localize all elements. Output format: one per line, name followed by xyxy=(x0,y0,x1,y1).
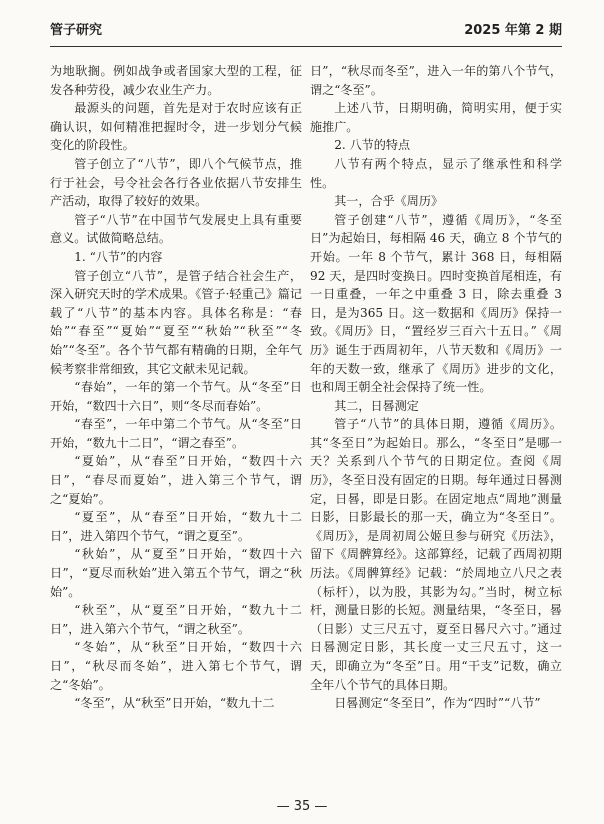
paragraph: “秋至”，从“夏至”日开始，“数九十二日”，进入第六个节气，“谓之秋至”。 xyxy=(50,603,302,636)
paragraph: “夏至”，从“春至”日开始，“数九十二日”，进入第四个节气，“谓之夏至”。 xyxy=(50,510,302,543)
paragraph: 日晷测定“冬至日”，作为“四时”“八节” xyxy=(334,696,541,711)
paragraph: 管子创立“八节”，是管子结合社会生产，深入研究天时的学术成果。《管子·轻重己》篇记载了“八节”的基本内容。具体名称是：“春始”“春至”“夏始”“夏至”“秋始”“秋至”“冬始”“冬至”。各个节气都有精确的日期，全年气候考察非常细致，其它文献未见记载。 xyxy=(50,268,302,376)
paragraph: 其一，合乎《周历》 xyxy=(334,194,444,209)
right-column xyxy=(310,62,562,792)
issue-label: 2025 年第 2 期 xyxy=(464,23,562,38)
paragraph: “冬至”，从“秋至”日开始，“数九十二 xyxy=(74,696,275,711)
paragraph: 管子“八节”在中国节气发展史上具有重要意义。试做简略总结。 xyxy=(50,212,302,246)
left-column xyxy=(50,62,302,792)
paragraph: 最源头的问题，首先是对于农时应该有正确认识，如何精准把握时令，进一步划分气候变化的阶段性。 xyxy=(50,101,302,153)
paragraph: 为地耿搁。例如战争或者国家大型的工程，征发各种劳役，减少农业生产力。 xyxy=(50,64,302,97)
journal-title: 管子研究 xyxy=(50,23,103,38)
paragraph: “秋始”，从“夏至”日开始，“数四十六日”，“夏尽而秋始”进入第五个节气，谓之“秋始”。 xyxy=(50,547,302,599)
paragraph: 1. “八节”的内容 xyxy=(74,249,163,264)
paragraph: 管子创立了“八节”，即八个气候节点，推行于社会，号令社会各行各业依据八节安排生产活动，取得了较好的效果。 xyxy=(50,156,302,209)
paragraph: 上述八节，日期明确，简明实用，便于实施推广。 xyxy=(310,101,562,134)
paragraph: “春始”，一年的第一个节气。从“冬至”日开始，“数四十六日”，则“冬尽而春始”。 xyxy=(50,380,302,413)
page-number: — 35 — xyxy=(276,799,328,814)
paragraph: 管子“八节”的具体日期，遵循《周历》。其“冬至日”为起始日。那么，“冬至日”是哪一天？关系到八个节气的日期定位。查阅《周历》，冬至日没有固定的日期。每年通过日晷测定，日晷，即是日影。在固定地点“周地”测量日影，日影最长的那一天，确立为“冬至日”。《周历》，是周初周公姬旦参与研究《历法》，留下《周髀算经》。这部算经，记载了西周初期历法。《周髀算经》记载：“於周地立八尺之表（标杆），以为股，其影为勾。”当时，树立标杆，测量日影的长短。测量结果，“冬至日，晷（日影）丈三尺五寸，夏至日晷尺六寸。”通过日晷测定日影，其长度一丈三尺五寸，这一天，即确立为“冬至”日。用“干支”记数，确立全年八个节气的具体日期。 xyxy=(310,417,562,692)
paragraph: 管子创建“八节”，遵循《周历》，“冬至日”为起始日，每相隔 46 天，确立 8 个节气的开始。一年 8 个节气，累计 368 日，每相隔 92 天，是四时变换日。四时变换首尾相连，有一日重叠，一年之中重叠 3 日，除去重叠 3 日，是为365 日。这一数据和《周历》保持一致。《周历》日，“置经岁三百六十五日。”《周历》诞生于西周初年，八节天数和《周历》一年的天数一致，继承了《周历》进步的文化，也和周王朝全社会保持了统一性。 xyxy=(310,212,562,395)
paragraph: 2. 八节的特点 xyxy=(334,138,411,153)
paragraph: 日”，“秋尽而冬至”，进入一年的第八个节气，谓之“冬至”。 xyxy=(310,64,562,97)
page-header xyxy=(50,20,562,47)
paragraph: 八节有两个特点，显示了继承性和科学性。 xyxy=(310,156,562,190)
paragraph: “夏始”，从“春至”日开始，“数四十六日”，“春尽而夏始”，进入第三个节气，谓之“夏始”。 xyxy=(50,454,302,506)
paragraph: “春至”，一年中第二个节气。从“冬至”日开始，“数九十二日”，“谓之春至”。 xyxy=(50,417,302,450)
paragraph: 其二，日晷测定 xyxy=(334,398,419,413)
paragraph: “冬始”，从“秋至”日开始，“数四十六日”，“秋尽而冬始”，进入第七个节气，谓之“冬始”。 xyxy=(50,640,302,692)
